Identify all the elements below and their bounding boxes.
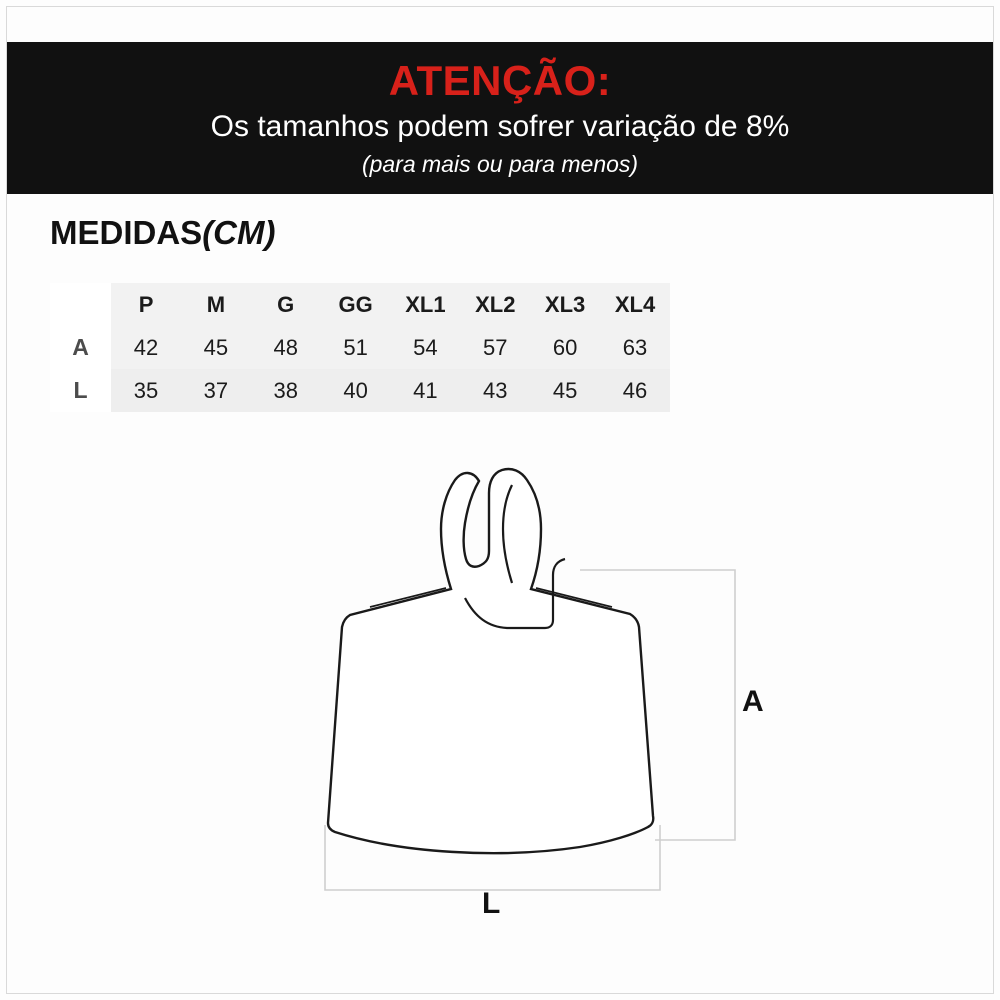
- column-header-xl2: XL2: [460, 283, 530, 326]
- page-title-label: MEDIDAS: [50, 214, 203, 251]
- banner-title: ATENÇÃO:: [388, 57, 612, 104]
- cell-l-xl3: 45: [530, 369, 600, 412]
- size-table-wrapper: [50, 283, 670, 412]
- table-row: [50, 369, 670, 412]
- row-header-a: A: [50, 326, 111, 369]
- cell-a-xl3: 60: [530, 326, 600, 369]
- column-header-p: P: [111, 283, 181, 326]
- cell-l-g: 38: [251, 369, 321, 412]
- cell-a-p: 42: [111, 326, 181, 369]
- row-header-l: L: [50, 369, 111, 412]
- cell-a-xl1: 54: [391, 326, 461, 369]
- cell-l-xl2: 43: [460, 369, 530, 412]
- dimension-label-width: L: [482, 887, 501, 920]
- cell-a-xl2: 57: [460, 326, 530, 369]
- cell-a-gg: 51: [321, 326, 391, 369]
- column-header-xl4: XL4: [600, 283, 670, 326]
- cell-l-m: 37: [181, 369, 251, 412]
- column-header-g: G: [251, 283, 321, 326]
- column-header-xl3: XL3: [530, 283, 600, 326]
- table-row: [50, 326, 670, 369]
- cell-l-gg: 40: [321, 369, 391, 412]
- size-table: [50, 283, 670, 412]
- banner-note: (para mais ou para menos): [361, 151, 639, 177]
- table-header-row: [50, 283, 670, 326]
- cell-l-xl1: 41: [391, 369, 461, 412]
- cell-a-xl4: 63: [600, 326, 670, 369]
- cell-a-g: 48: [251, 326, 321, 369]
- cell-l-p: 35: [111, 369, 181, 412]
- column-header-xl1: XL1: [391, 283, 461, 326]
- banner-subtitle: Os tamanhos podem sofrer variação de 8%: [210, 110, 790, 143]
- attention-banner: [7, 42, 993, 194]
- column-header-m: M: [181, 283, 251, 326]
- page-title: [50, 214, 276, 252]
- garment-illustration: [250, 455, 810, 955]
- cell-a-m: 45: [181, 326, 251, 369]
- dimension-label-height: A: [742, 685, 764, 718]
- table-corner-cell: [50, 283, 111, 326]
- tank-top-icon: [250, 455, 810, 955]
- cell-l-xl4: 46: [600, 369, 670, 412]
- column-header-gg: GG: [321, 283, 391, 326]
- page-title-unit: (CM): [202, 214, 276, 251]
- garment-outline: [328, 469, 653, 853]
